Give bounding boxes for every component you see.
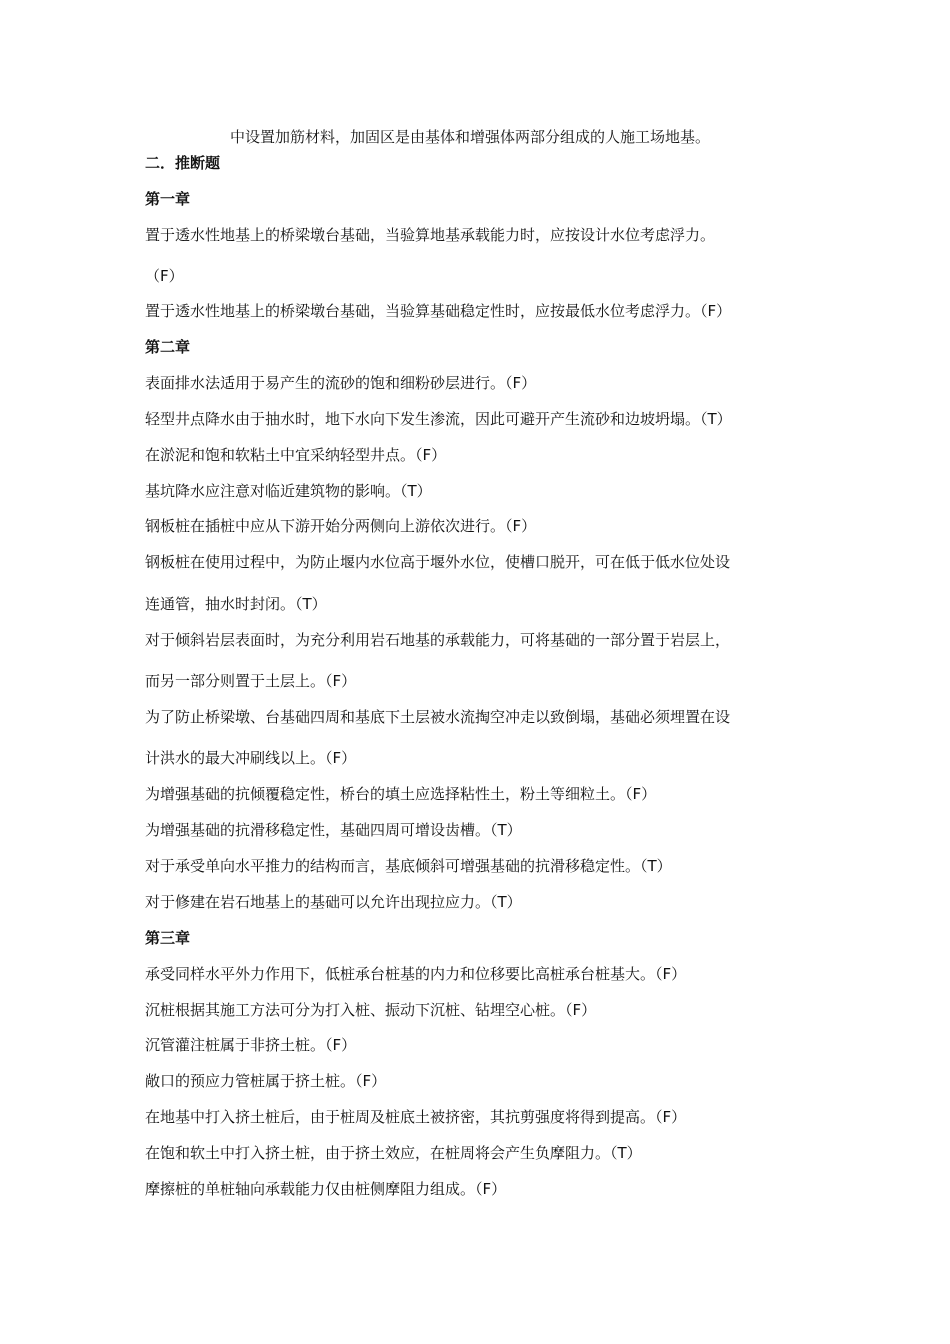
chapter-2-item: 为了防止桥梁墩、台基础四周和基底下土层被水流掏空冲走以致倒塌，基础必须埋置在设 <box>145 708 731 726</box>
chapter-2-item: 对于承受单向水平推力的结构而言，基底倾斜可增强基础的抗滑移稳定性。（T） <box>145 857 672 875</box>
chapter-2-title: 第二章 <box>145 338 191 356</box>
chapter-3-item: 承受同样水平外力作用下，低桩承台桩基的内力和位移要比高桩承台桩基大。（F） <box>145 965 687 983</box>
continuation-text: 中设置加筋材料，加固区是由基体和增强体两部分组成的人施工场地基。 <box>230 128 711 146</box>
chapter-2-item: 对于修建在岩石地基上的基础可以允许出现拉应力。（T） <box>145 893 522 911</box>
chapter-2-item: 对于倾斜岩层表面时，为充分利用岩石地基的承载能力，可将基础的一部分置于岩层上， <box>145 631 731 649</box>
chapter-2-item: 计洪水的最大冲刷线以上。（F） <box>145 749 357 767</box>
chapter-3-item: 沉管灌注桩属于非挤土桩。（F） <box>145 1036 357 1054</box>
chapter-1-item: 置于透水性地基上的桥梁墩台基础，当验算基础稳定性时，应按最低水位考虑浮力。（F） <box>145 302 732 320</box>
chapter-2-item: 钢板桩在插桩中应从下游开始分两侧向上游依次进行。（F） <box>145 517 537 535</box>
chapter-3-title: 第三章 <box>145 929 191 947</box>
chapter-2-item: 表面排水法适用于易产生的流砂的饱和细粉砂层进行。（F） <box>145 374 537 392</box>
chapter-3-item: 在地基中打入挤土桩后，由于桩周及桩底土被挤密，其抗剪强度将得到提高。（F） <box>145 1108 687 1126</box>
chapter-3-item: 摩擦桩的单桩轴向承载能力仅由桩侧摩阻力组成。（F） <box>145 1180 507 1198</box>
chapter-2-item: 在淤泥和饱和软粘土中宜采纳轻型井点。（F） <box>145 446 447 464</box>
chapter-3-item: 敞口的预应力管桩属于挤土桩。（F） <box>145 1072 387 1090</box>
chapter-3-item: 在饱和软土中打入挤土桩，由于挤土效应，在桩周将会产生负摩阻力。（T） <box>145 1144 642 1162</box>
chapter-2-item: 轻型井点降水由于抽水时，地下水向下发生渗流，因此可避开产生流砂和边坡坍塌。（T） <box>145 410 732 428</box>
chapter-2-item: 为增强基础的抗倾覆稳定性，桥台的填土应选择粘性土，粉土等细粒土。（F） <box>145 785 657 803</box>
chapter-2-item: 而另一部分则置于土层上。（F） <box>145 672 357 690</box>
chapter-3-item: 沉桩根据其施工方法可分为打入桩、振动下沉桩、钻埋空心桩。（F） <box>145 1001 597 1019</box>
chapter-1-title: 第一章 <box>145 190 191 208</box>
chapter-2-item: 连通管，抽水时封闭。（T） <box>145 595 327 613</box>
chapter-2-item: 钢板桩在使用过程中，为防止堰内水位高于堰外水位，使槽口脱开，可在低于低水位处设 <box>145 553 731 571</box>
section-title: 二．推断题 <box>145 154 221 172</box>
chapter-2-item: 基坑降水应注意对临近建筑物的影响。（T） <box>145 482 432 500</box>
chapter-2-item: 为增强基础的抗滑移稳定性，基础四周可增设齿槽。（T） <box>145 821 522 839</box>
chapter-1-item: （F） <box>145 267 184 285</box>
chapter-1-item: 置于透水性地基上的桥梁墩台基础，当验算地基承载能力时，应按设计水位考虑浮力。 <box>145 226 716 244</box>
